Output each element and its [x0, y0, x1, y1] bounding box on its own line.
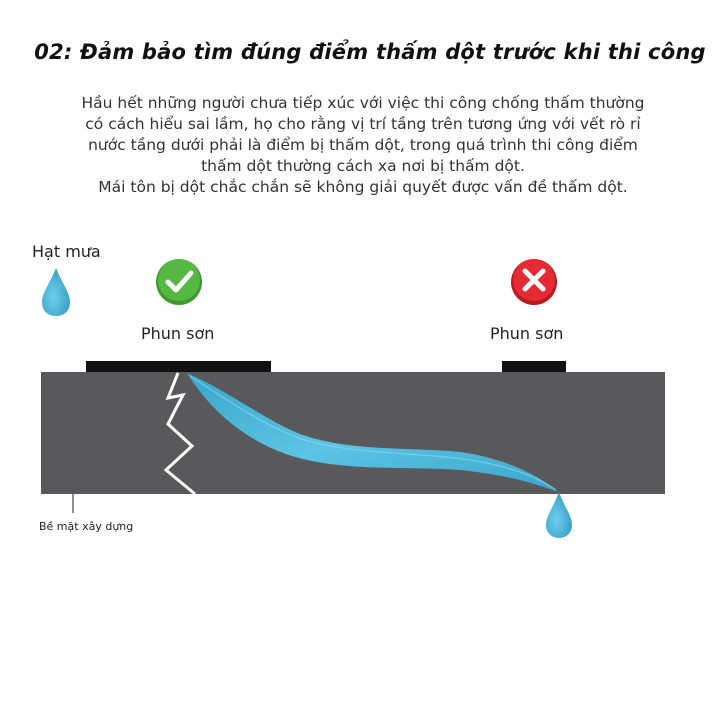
falling-drop-icon — [546, 492, 572, 538]
paragraph-line: có cách hiểu sai lầm, họ cho rằng vị trí tầng trên tương ứng với vết rò rỉ — [85, 115, 641, 133]
coating-patch-correct — [86, 361, 271, 372]
paragraph-line: thấm dột thường cách xa nơi bị thấm dột. — [201, 157, 525, 175]
rain-label: Hạt mưa — [32, 242, 101, 261]
raindrop-icon — [42, 268, 70, 316]
surface-label: Bề mặt xây dựng — [39, 520, 134, 533]
building-slab — [41, 372, 665, 494]
coating-patch-wrong — [502, 361, 566, 372]
cross-icon — [511, 259, 557, 305]
page-title: 02: Đảm bảo tìm đúng điểm thấm dột trước khi thi công — [34, 40, 706, 64]
paragraph-line: Mái tôn bị dột chắc chắn sẽ không giải quyết được vấn đề thấm dột. — [98, 178, 628, 196]
correct-coating-label: Phun sơn — [141, 324, 215, 343]
check-icon — [156, 259, 202, 305]
paragraph-line: Hầu hết những người chưa tiếp xúc với việc thi công chống thấm thường — [81, 94, 645, 112]
paragraph-line: nước tầng dưới phải là điểm bị thấm dột, trong quá trình thi công điểm — [88, 136, 638, 154]
wrong-coating-label: Phun sơn — [490, 324, 564, 343]
